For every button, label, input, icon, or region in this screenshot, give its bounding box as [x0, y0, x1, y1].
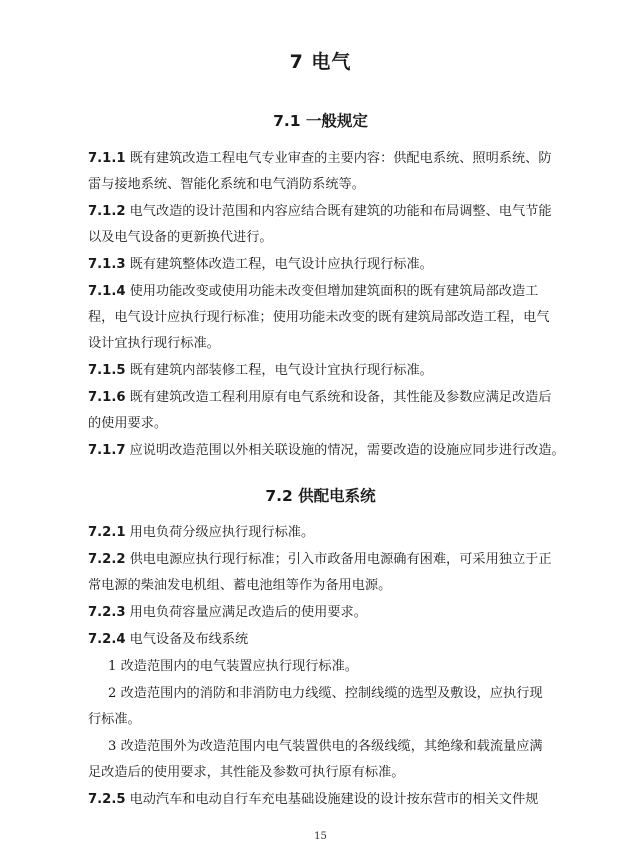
- clause-number: 7.2.2: [88, 552, 126, 567]
- clause-number: 7.2.4: [88, 632, 126, 647]
- clause-7-1-4-line-1: [88, 283, 570, 301]
- clause-7-2-1-line-1: [88, 524, 570, 542]
- clause-text: 用电负荷容量应满足改造后的使用要求。: [129, 605, 367, 620]
- clause-7-1-6-line-2: 的使用要求。: [88, 416, 168, 431]
- clause-number: 7.1.3: [88, 257, 126, 272]
- clause-7-1-1-line-2: 雷与接地系统、智能化系统和电气消防系统等。: [88, 177, 365, 192]
- clause-text: 既有建筑内部装修工程，电气设计宜执行现行标准。: [129, 363, 433, 378]
- chapter-title: 7 电气: [289, 51, 352, 73]
- clause-text: 应说明改造范围以外相关联设施的情况，需要改造的设施应同步进行改造。: [129, 443, 565, 458]
- clause-7-1-5-line-1: [88, 362, 570, 380]
- item-2-line-2: 行标准。: [88, 712, 141, 727]
- clause-text: 既有建筑改造工程电气专业审查的主要内容：供配电系统、照明系统、防: [129, 151, 552, 166]
- clause-number: 7.1.7: [88, 443, 126, 458]
- clause-7-1-4-line-2: 程，电气设计应执行现行标准；使用功能未改变的既有建筑局部改造工程，电气: [88, 310, 550, 325]
- clause-text: 使用功能改变或使用功能未改变但增加建筑面积的既有建筑局部改造工: [129, 284, 539, 299]
- clause-7-1-2-line-2: 以及电气设备的更新换代进行。: [88, 230, 273, 245]
- item-3-line-1: 3 改造范围外为改造范围内电气装置供电的各级线缆，其绝缘和载流量应满: [108, 739, 543, 754]
- clause-7-1-4-line-3: 设计宜执行现行标准。: [88, 336, 220, 351]
- clause-number: 7.2.3: [88, 605, 126, 620]
- item-1-line-1: 1 改造范围内的电气装置应执行现行标准。: [108, 659, 358, 674]
- clause-number: 7.1.4: [88, 284, 126, 299]
- item-3-line-2: 足改造后的使用要求，其性能及参数可执行原有标准。: [88, 765, 405, 780]
- clause-text: 电气设备及布线系统: [129, 632, 249, 647]
- clause-7-1-7-line-1: [88, 442, 570, 460]
- clause-7-1-2-line-1: [88, 203, 570, 221]
- clause-7-1-3-line-1: [88, 256, 570, 274]
- section-title-7-1: 7.1 一般规定: [273, 112, 368, 130]
- clause-number: 7.1.1: [88, 151, 126, 166]
- clause-text: 电动汽车和电动自行车充电基础设施建设的设计按东营市的相关文件规: [129, 792, 539, 807]
- clause-7-1-6-line-1: [88, 389, 570, 407]
- page-number: 15: [314, 831, 327, 842]
- item-2-line-1: 2 改造范围内的消防和非消防电力线缆、控制线缆的选型及敷设，应执行现: [108, 686, 543, 701]
- clause-text: 用电负荷分级应执行现行标准。: [129, 525, 315, 540]
- clause-text: 供电电源应执行现行标准；引入市政备用电源确有困难，可采用独立于正: [129, 552, 552, 567]
- clause-7-1-1-line-1: [88, 150, 570, 168]
- clause-text: 既有建筑改造工程利用原有电气系统和设备，其性能及参数应满足改造后: [129, 390, 552, 405]
- clause-text: 既有建筑整体改造工程，电气设计应执行现行标准。: [129, 257, 433, 272]
- clause-7-2-5-line-1: [88, 791, 570, 809]
- clause-7-2-2-line-2: 常电源的柴油发电机组、蓄电池组等作为备用电源。: [88, 578, 392, 593]
- clause-number: 7.1.5: [88, 363, 126, 378]
- clause-number: 7.2.5: [88, 792, 126, 807]
- clause-text: 电气改造的设计范围和内容应结合既有建筑的功能和布局调整、电气节能: [129, 204, 552, 219]
- clause-7-2-3-line-1: [88, 604, 570, 622]
- clause-number: 7.1.2: [88, 204, 126, 219]
- clause-7-2-4-line-1: [88, 631, 570, 649]
- clause-7-2-2-line-1: [88, 551, 570, 569]
- section-title-7-2: 7.2 供配电系统: [265, 487, 376, 505]
- clause-number: 7.2.1: [88, 525, 126, 540]
- clause-number: 7.1.6: [88, 390, 126, 405]
